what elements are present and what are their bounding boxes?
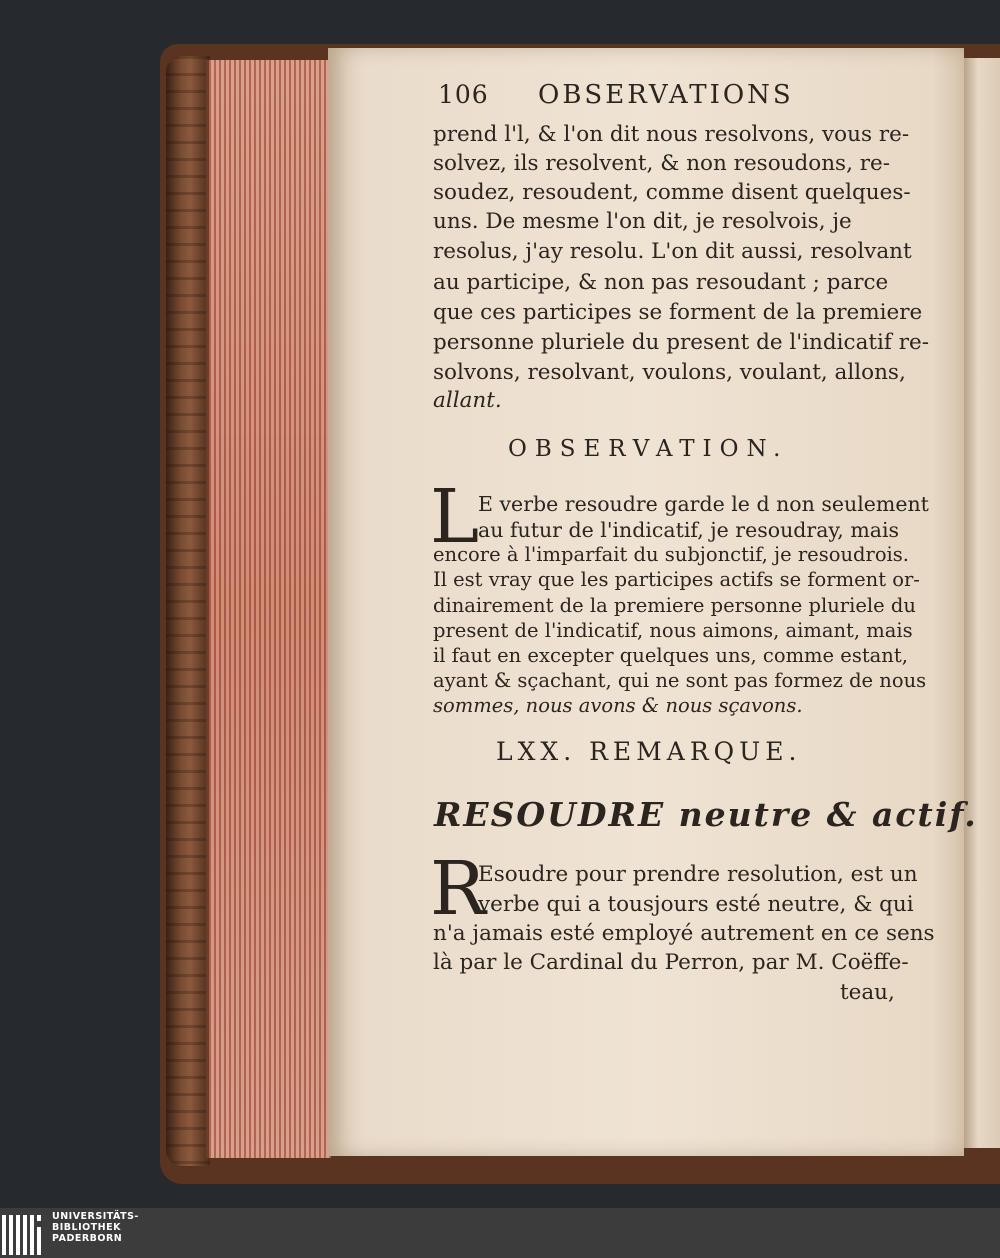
logo-line: UNIVERSITÄTS- xyxy=(52,1211,139,1222)
text-line: prend l'l, & l'on dit nous resolvons, vous re- xyxy=(433,122,910,147)
text-line: solvons, resolvant, voulons, voulant, allons, xyxy=(433,360,906,385)
drop-cap: R xyxy=(430,846,486,932)
text-line: personne pluriele du present de l'indicatif re- xyxy=(433,330,929,355)
text-line: verbe qui a tousjours esté neutre, & qui xyxy=(478,892,914,917)
text-line: present de l'indicatif, nous aimons, aimant, mais xyxy=(433,619,913,642)
text-line: encore à l'imparfait du subjonctif, je resoudrois. xyxy=(433,543,909,566)
text-line: il faut en excepter quelques uns, comme estant, xyxy=(433,644,908,667)
logo-line: PADERBORN xyxy=(52,1233,123,1244)
text-line: au participe, & non pas resoudant ; parce xyxy=(433,270,889,295)
text-line: n'a jamais esté employé autrement en ce sens xyxy=(433,921,935,946)
remarque-subheading: RESOUDRE neutre & actif. xyxy=(434,795,978,834)
drop-cap: L xyxy=(430,474,480,560)
text-line: au futur de l'indicatif, je resoudray, mais xyxy=(478,518,900,542)
text-line: Il est vray que les participes actifs se forment or- xyxy=(433,568,920,591)
text-line: sommes, nous avons & nous sçavons. xyxy=(433,694,803,717)
text-line: resolus, j'ay resolu. L'on dit aussi, resolvant xyxy=(433,239,912,264)
page-edges xyxy=(206,60,331,1158)
text-line: uns. De mesme l'on dit, je resolvois, je xyxy=(433,209,852,234)
logo-bars-icon xyxy=(2,1211,46,1255)
catchword: teau, xyxy=(840,980,895,1005)
text-line: E verbe resoudre garde le d non seulement xyxy=(478,492,929,516)
text-line: solvez, ils resolvent, & non resoudons, re- xyxy=(433,151,891,176)
text-line: dinairement de la premiere personne pluriele du xyxy=(433,594,916,617)
text-line: ayant & sçachant, qui ne sont pas formez de nous xyxy=(433,669,927,692)
text-line: là par le Cardinal du Perron, par M. Coëffe- xyxy=(433,950,909,975)
page-number: 106 xyxy=(438,80,489,109)
text-line: que ces participes se forment de la premiere xyxy=(433,300,923,325)
logo-line: BIBLIOTHEK xyxy=(52,1222,121,1233)
book-spine xyxy=(166,56,210,1166)
text-line: soudez, resoudent, comme disent quelques- xyxy=(433,180,911,205)
university-library-logo xyxy=(0,1208,200,1258)
remarque-heading: LXX. REMARQUE. xyxy=(496,737,802,766)
text-line: Esoudre pour prendre resolution, est un xyxy=(478,862,918,887)
text-line: allant. xyxy=(433,388,502,413)
running-head: OBSERVATIONS xyxy=(538,80,794,110)
observation-heading: OBSERVATION. xyxy=(508,436,789,462)
facing-page-edge xyxy=(962,58,1000,1148)
